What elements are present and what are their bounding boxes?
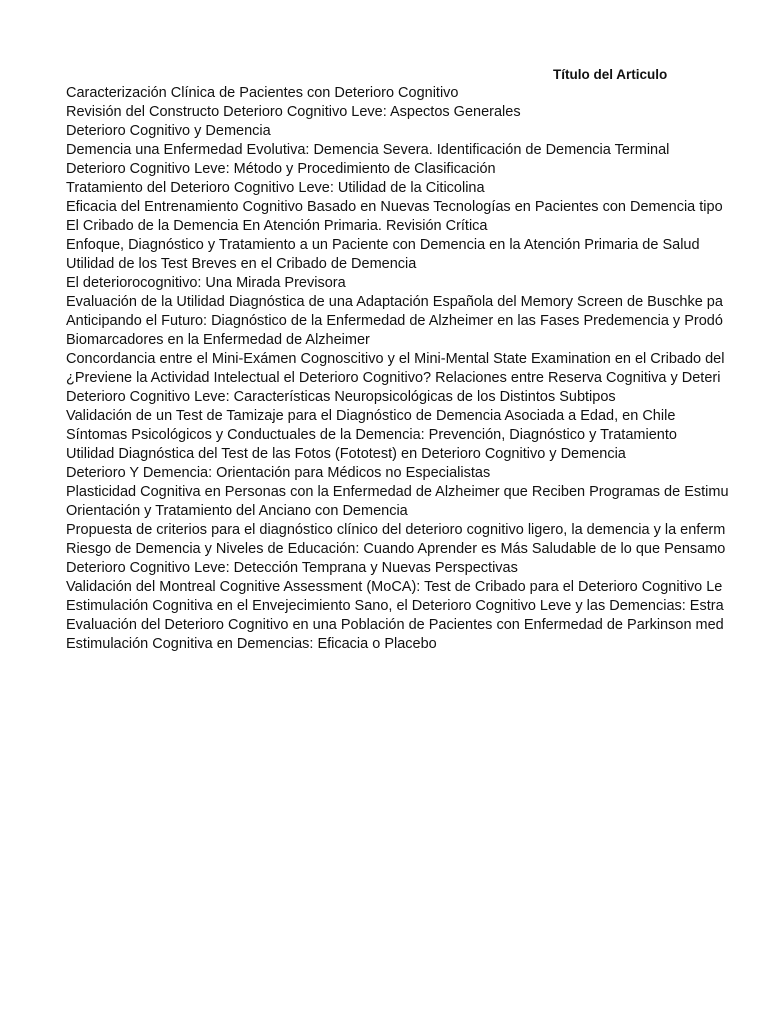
article-title-row: Validación de un Test de Tamizaje para el Diagnóstico de Demencia Asociada a Edad, en Chile [66,408,676,424]
article-title-row: Propuesta de criterios para el diagnóstico clínico del deterioro cognitivo ligero, la demencia y la enferm [66,522,726,538]
article-title-row: Riesgo de Demencia y Niveles de Educación: Cuando Aprender es Más Saludable de lo que Pensamo [66,541,726,557]
article-title-row: Estimulación Cognitiva en Demencias: Eficacia o Placebo [66,636,437,652]
article-title-row: Estimulación Cognitiva en el Envejecimiento Sano, el Deterioro Cognitivo Leve y las Demencias: Estra [66,598,724,614]
article-title-row: Biomarcadores en la Enfermedad de Alzheimer [66,332,370,348]
article-title-row: El Cribado de la Demencia En Atención Primaria. Revisión Crítica [66,218,488,234]
article-title-row: Síntomas Psicológicos y Conductuales de la Demencia: Prevención, Diagnóstico y Tratamiento [66,427,677,443]
article-title-row: Deterioro Cognitivo Leve: Detección Temprana y Nuevas Perspectivas [66,560,518,576]
article-title-row: Eficacia del Entrenamiento Cognitivo Basado en Nuevas Tecnologías en Pacientes con Demencia tipo [66,199,723,215]
article-title-row: Orientación y Tratamiento del Anciano con Demencia [66,503,408,519]
article-title-row: Deterioro Y Demencia: Orientación para Médicos no Especialistas [66,465,491,481]
article-title-row: Validación del Montreal Cognitive Assessment (MoCA): Test de Cribado para el Deterioro Cognitivo Le [66,579,723,595]
article-title-row: Deterioro Cognitivo y Demencia [66,123,271,139]
article-title-row: Concordancia entre el Mini-Exámen Cognoscitivo y el Mini-Mental State Examination en el Cribado del [66,351,725,367]
article-title-row: Deterioro Cognitivo Leve: Características Neuropsicológicas de los Distintos Subtipos [66,389,616,405]
article-title-row: Demencia una Enfermedad Evolutiva: Demencia Severa. Identificación de Demencia Terminal [66,142,670,158]
article-title-row: Revisión del Constructo Deterioro Cognitivo Leve: Aspectos Generales [66,104,521,120]
article-title-row: Utilidad de los Test Breves en el Cribado de Demencia [66,256,417,272]
article-title-row: Evaluación del Deterioro Cognitivo en una Población de Pacientes con Enfermedad de Parkinson med [66,617,724,633]
article-title-row: Tratamiento del Deterioro Cognitivo Leve: Utilidad de la Citicolina [66,180,485,196]
article-title-row: Utilidad Diagnóstica del Test de las Fotos (Fototest) en Deterioro Cognitivo y Demencia [66,446,626,462]
article-title-row: Evaluación de la Utilidad Diagnóstica de una Adaptación Española del Memory Screen de Buschke pa [66,294,723,310]
article-title-row: Enfoque, Diagnóstico y Tratamiento a un Paciente con Demencia en la Atención Primaria de Salud [66,237,700,253]
article-title-list [66,84,768,654]
article-title-row: Anticipando el Futuro: Diagnóstico de la Enfermedad de Alzheimer en las Fases Predemencia y Prodó [66,313,723,329]
article-title-row: Caracterización Clínica de Pacientes con Deterioro Cognitivo [66,85,459,101]
article-title-row: Deterioro Cognitivo Leve: Método y Procedimiento de Clasificación [66,161,496,177]
article-title-row: El deteriorocognitivo: Una Mirada Previsora [66,275,346,291]
article-title-row: Plasticidad Cognitiva en Personas con la Enfermedad de Alzheimer que Reciben Programas de Estimu [66,484,729,500]
article-title-row: ¿Previene la Actividad Intelectual el Deterioro Cognitivo? Relaciones entre Reserva Cognitiva y Deteri [66,370,721,386]
column-header: Título del Articulo [553,67,668,82]
